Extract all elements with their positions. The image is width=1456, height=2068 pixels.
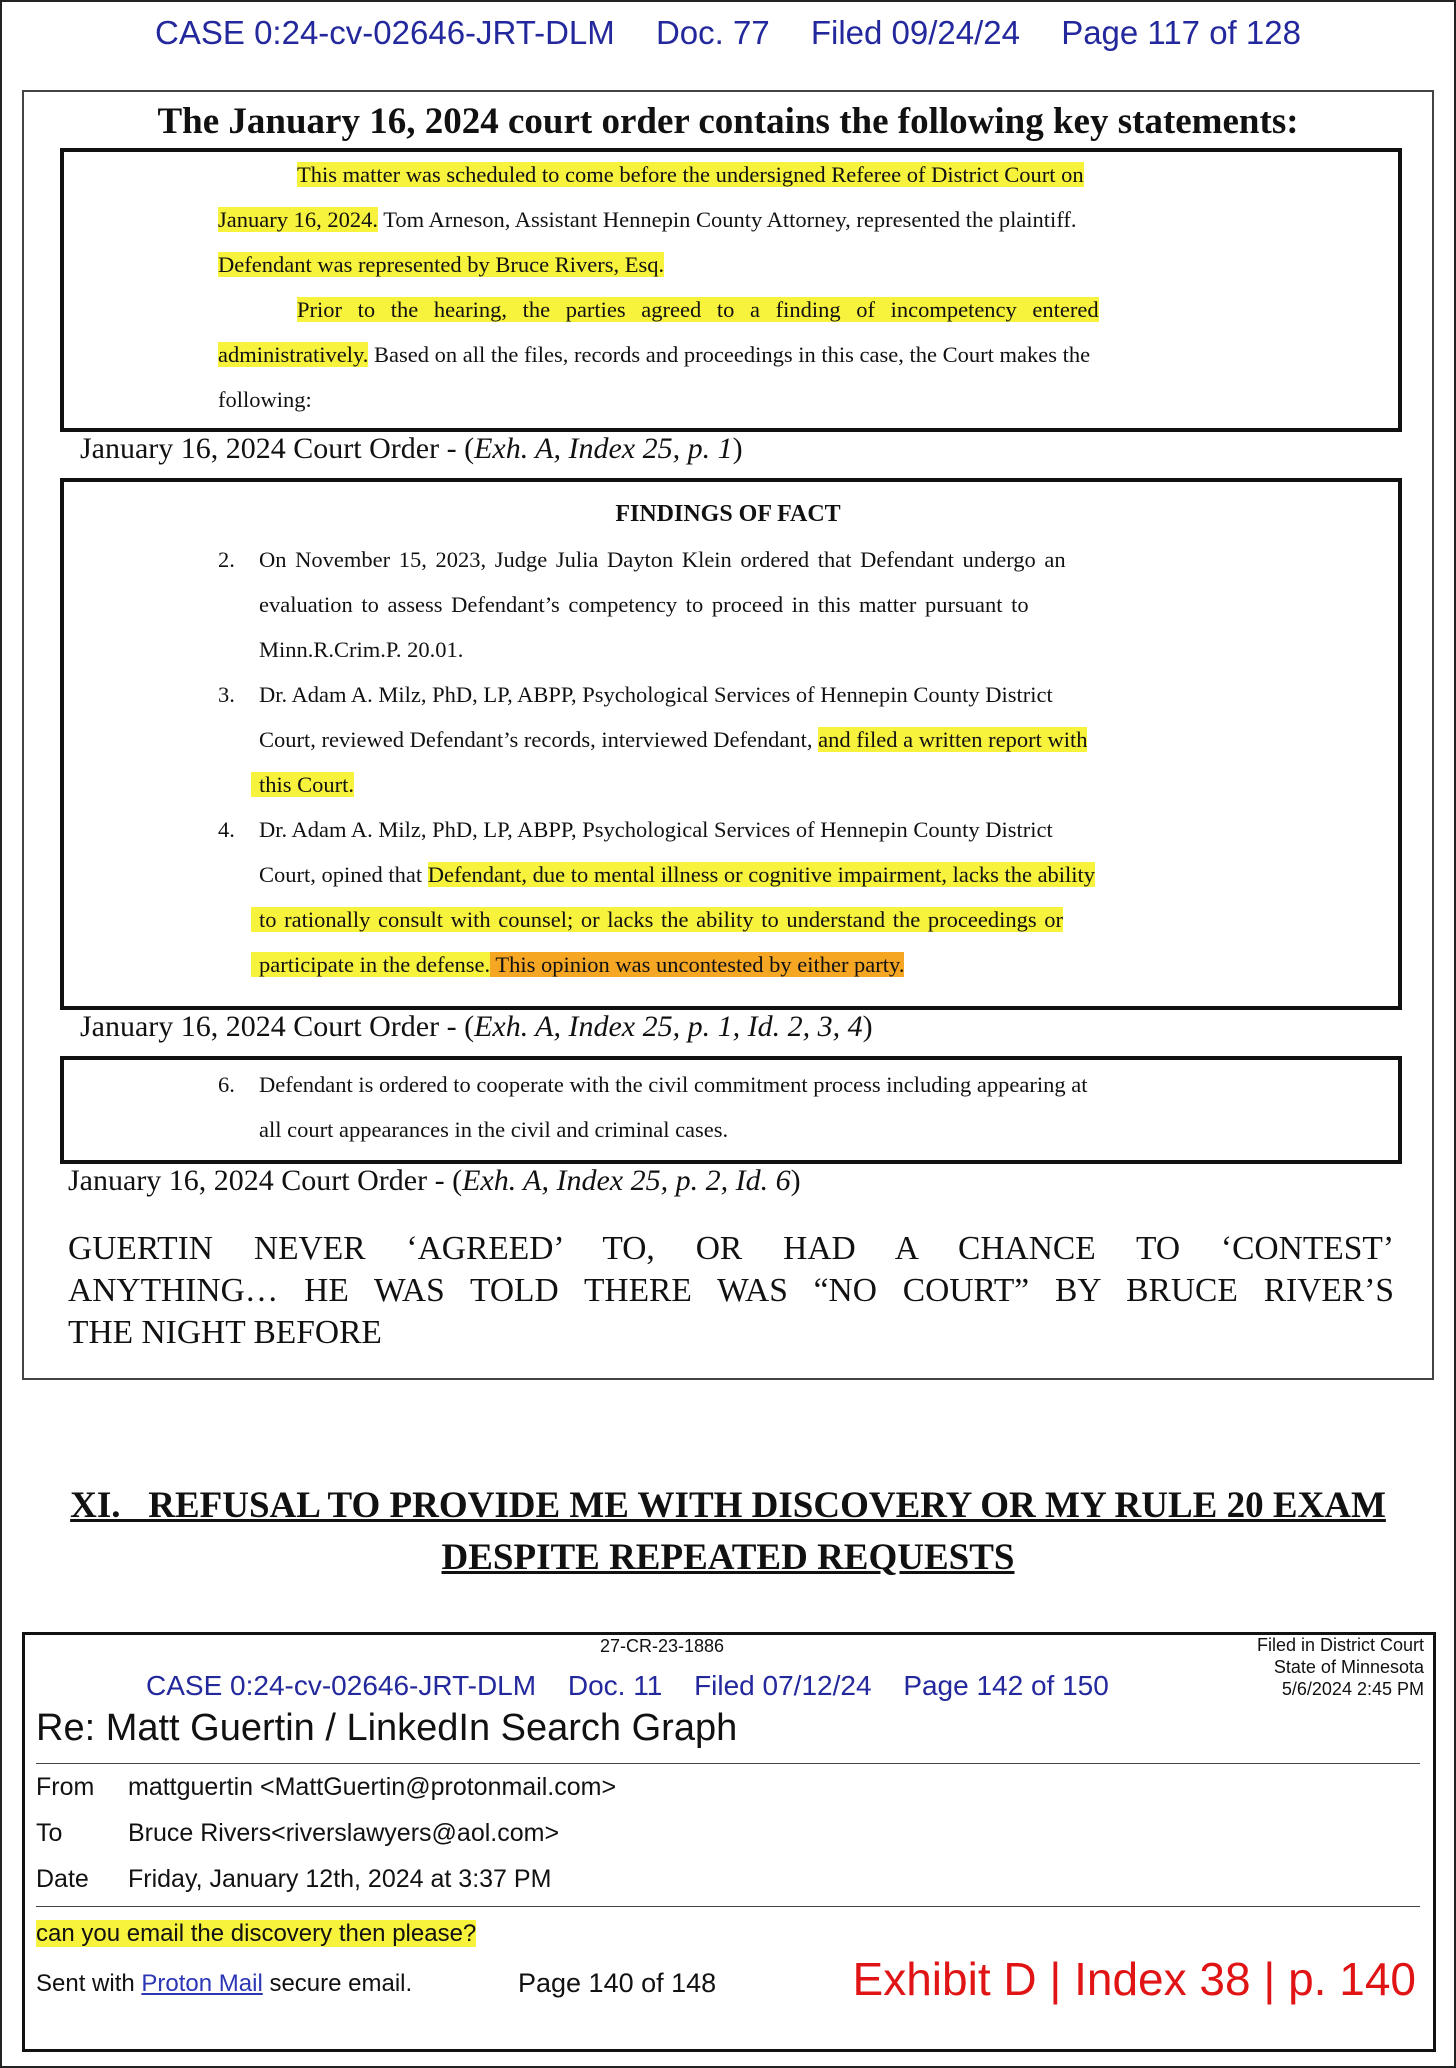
finding-line: Defendant is ordered to cooperate with the civil commitment process including appearing at	[259, 1072, 1088, 1097]
findings-heading: FINDINGS OF FACT	[615, 501, 841, 527]
from-label: From	[36, 1773, 95, 1801]
finding-line: On November 15, 2023, Judge Julia Dayton Klein ordered that Defendant undergo an	[259, 547, 1066, 572]
divider	[36, 1763, 1420, 1764]
section-heading-cont: DESPITE REPEATED REQUESTS	[441, 1537, 1015, 1578]
finding-line: participate in the defense. This opinion was uncontested by either party.	[251, 942, 904, 987]
excerpt-line: following:	[218, 387, 312, 412]
excerpt-line: Prior to the hearing, the parties agreed to a finding of incompetency entered	[297, 297, 1099, 322]
finding-line: Court, reviewed Defendant’s records, interviewed Defendant, and filed a written report with	[259, 727, 1088, 752]
finding-line: Dr. Adam A. Milz, PhD, LP, ABPP, Psychological Services of Hennepin County District	[259, 682, 1053, 707]
email-signature: Sent with Proton Mail secure email.	[36, 1970, 413, 1997]
page-number: Page 117 of 128	[1061, 14, 1301, 51]
to-value: Bruce Rivers<riverslawyers@aol.com>	[128, 1819, 560, 1847]
finding-line: this Court.	[251, 762, 354, 807]
doc-number: Doc. 77	[655, 14, 770, 51]
state-case-number: 27-CR-23-1886	[600, 1636, 725, 1656]
finding-number: 2.	[218, 547, 235, 572]
excerpt-line: This matter was scheduled to come before the undersigned Referee of District Court on	[297, 162, 1084, 187]
finding-line: to rationally consult with counsel; or lacks the ability to understand the proceedings or	[251, 897, 1063, 942]
inner-filing-header: CASE 0:24-cv-02646-JRT-DLM Doc. 11 Filed 07/12/24 Page 142 of 150	[146, 1670, 1109, 1701]
citation-caption: January 16, 2024 Court Order - (Exh. A, Index 25, p. 2, Id. 6)	[68, 1164, 801, 1197]
email-body: can you email the discovery then please?	[36, 1920, 477, 1947]
exhibit-page-number: Page 140 of 148	[518, 1968, 717, 1998]
citation-caption: January 16, 2024 Court Order - (Exh. A, Index 25, p. 1)	[80, 432, 743, 465]
claim-line: THE NIGHT BEFORE	[68, 1314, 382, 1351]
finding-number: 3.	[218, 682, 235, 707]
claim-line: GUERTIN NEVER ‘AGREED’ TO, OR HAD A CHANCE TO ‘CONTEST’	[68, 1230, 1394, 1267]
excerpt-line: Defendant was represented by Bruce Rivers, Esq.	[218, 252, 665, 277]
finding-line: all court appearances in the civil and criminal cases.	[259, 1117, 729, 1142]
divider	[36, 1906, 1420, 1907]
email-subject: Re: Matt Guertin / LinkedIn Search Graph	[36, 1707, 738, 1749]
finding-line: Dr. Adam A. Milz, PhD, LP, ABPP, Psychological Services of Hennepin County District	[259, 817, 1053, 842]
proton-mail-link[interactable]: Proton Mail	[141, 1970, 263, 1997]
claim-line: ANYTHING… HE WAS TOLD THERE WAS “NO COURT” BY BRUCE RIVER’S	[68, 1272, 1394, 1309]
exhibit-label: Exhibit D | Index 38 | p. 140	[852, 1953, 1416, 2005]
finding-line: Court, opined that Defendant, due to mental illness or cognitive impairment, lacks the ability	[259, 862, 1096, 887]
from-value: mattguertin <MattGuertin@protonmail.com>	[128, 1773, 617, 1801]
guertin-claim	[68, 1228, 1394, 1354]
finding-line: Minn.R.Crim.P. 20.01.	[259, 637, 464, 662]
to-label: To	[36, 1819, 63, 1847]
finding-number: 4.	[218, 817, 235, 842]
finding-line: evaluation to assess Defendant’s competency to proceed in this matter pursuant to	[259, 592, 1029, 617]
filed-date: Filed 09/24/24	[810, 14, 1021, 51]
excerpt-line: administratively. Based on all the files, records and proceedings in this case, the Court makes the	[218, 342, 1091, 367]
filing-header	[0, 14, 1456, 52]
excerpt-line: January 16, 2024. Tom Arneson, Assistant Hennepin County Attorney, represented the plaintiff.	[218, 207, 1077, 232]
citation-caption: January 16, 2024 Court Order - (Exh. A, Index 25, p. 1, Id. 2, 3, 4)	[80, 1010, 873, 1043]
case-number: CASE 0:24-cv-02646-JRT-DLM	[155, 14, 615, 51]
date-label: Date	[36, 1865, 89, 1893]
key-statements-title: The January 16, 2024 court order contains the following key statements:	[157, 101, 1299, 142]
finding-number: 6.	[218, 1072, 235, 1097]
filing-stamp: Filed in District Court State of Minnesota 5/6/2024 2:45 PM	[1256, 1635, 1424, 1699]
date-value: Friday, January 12th, 2024 at 3:37 PM	[128, 1865, 552, 1893]
section-heading: XI. REFUSAL TO PROVIDE ME WITH DISCOVERY OR MY RULE 20 EXAM	[70, 1485, 1386, 1526]
